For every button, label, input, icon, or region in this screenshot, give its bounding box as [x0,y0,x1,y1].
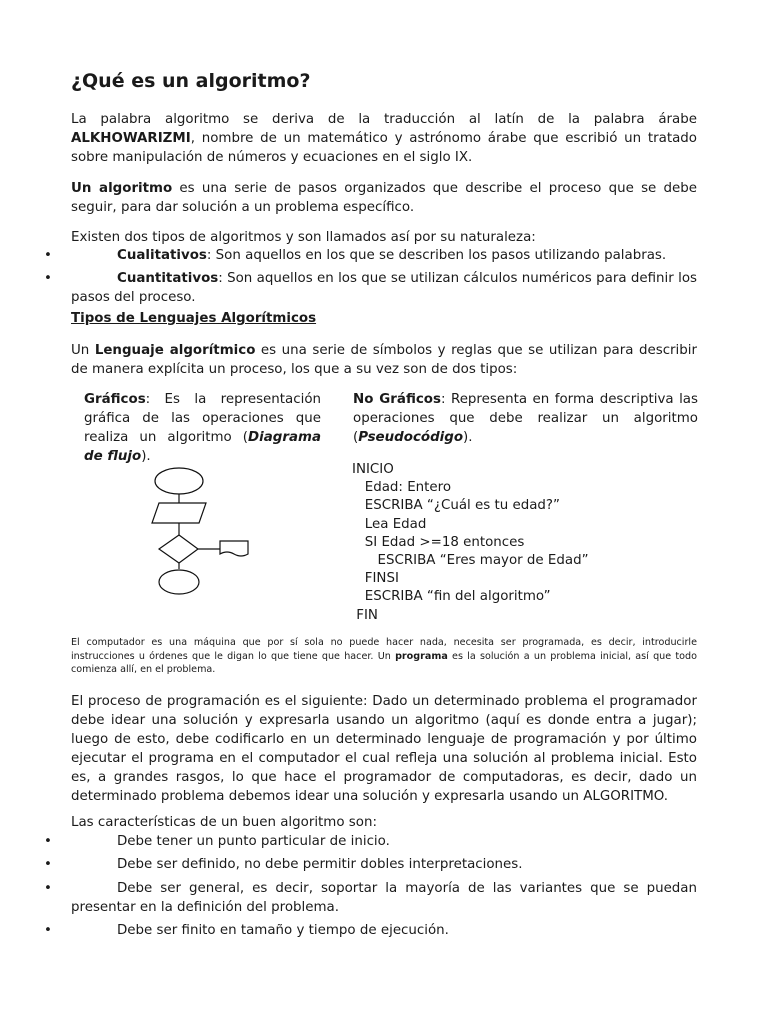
graphic-term: Gráficos [84,392,146,407]
types-intro: Existen dos tipos de algoritmos y son llamados así por su naturaleza: [71,230,536,245]
pseudocode-line: Lea Edad [352,516,427,532]
note-term: programa [395,650,448,662]
pseudocode-line: Edad: Entero [352,480,452,496]
type-term: Cuantitativos [117,271,219,286]
flow-decision-diamond [159,535,198,563]
bullet-icon: • [44,834,52,849]
list-item-text [71,921,697,940]
language-text-2: es una serie de símbolos y reglas que se utilizan para describir de manera explícita un proceso, los que a su vez son de dos tipos: [71,343,698,377]
bullet-icon: • [44,271,52,286]
bullet-icon: • [44,923,52,938]
list-item-text [71,246,697,265]
process-paragraph: El proceso de programación es el siguiente: Dado un determinado problema el programador debe idear una solución y expresarla usando un algoritmo (aquí es donde entra a jugar); luego de esto, debe codificarlo en un determinado lenguaje de programación y por último ejecutar el programa en el computador el cual refleja una solución al problema inicial. Esto es, a grandes rasgos, lo que hace el programador de computadoras, es decir, dado un determinado problema debemos idear una solución y expresarla usando un ALGORITMO. [71,694,697,804]
bullet-icon: • [44,248,52,263]
pseudocode-line: ESCRIBA “fin del algoritmo” [352,589,551,605]
program-note [71,636,697,677]
graphic-emphasis: Diagrama de flujo [84,430,321,464]
definition-paragraph [71,179,697,217]
flow-start-terminal [155,468,203,494]
pseudocode-line: FINSI [352,571,399,587]
flow-end-terminal [159,570,199,594]
intro-paragraph [71,110,697,167]
flowchart-diagram [140,465,260,597]
characteristic-text: Debe ser definido, no debe permitir dobles interpretaciones. [117,857,523,872]
list-item-text [71,269,697,307]
bullet-icon: • [44,857,52,872]
list-item-text [71,879,697,917]
graphic-column [84,390,321,466]
pseudocode-line: ESCRIBA “Eres mayor de Edad” [352,553,589,569]
non-graphic-text-2: ). [463,430,473,445]
note-text-2: es la solución a un problema inicial, así que todo comienza allí, en el problema. [71,650,697,676]
pseudocode-line: FIN [352,607,378,623]
note-text-1: El computador es una máquina que por sí sola no puede hacer nada, necesita ser programada, es decir, introducirle instrucciones u órdenes que le digan lo que tiene que hacer. Un [71,637,697,662]
intro-text-1: La palabra algoritmo se deriva de la traducción al latín de la palabra árabe [71,112,697,127]
non-graphic-column [353,390,698,447]
type-desc: : Son aquellos en los que se describen los pasos utilizando palabras. [206,248,667,263]
language-text-1: Un [71,343,95,358]
pseudocode-line: SI Edad >=18 entonces [352,534,525,550]
section-heading: Tipos de Lenguajes Algorítmicos [71,311,317,326]
type-term: Cualitativos [117,248,207,263]
graphic-text-2: ). [141,449,151,464]
graphic-text-1: : Es la representación gráfica de las operaciones que realiza un algoritmo ( [84,392,321,445]
language-term: Lenguaje algorítmico [94,343,256,358]
characteristics-intro: Las características de un buen algoritmo son: [71,815,377,830]
characteristic-text: Debe ser general, es decir, soportar la mayoría de las variantes que se puedan presentar en la definición del problema. [71,881,697,915]
language-paragraph [71,341,697,379]
non-graphic-emphasis: Pseudocódigo [358,430,464,445]
page-title: ¿Qué es un algoritmo? [71,70,311,92]
intro-text-2: , nombre de un matemático y astrónomo árabe que escribió un tratado sobre manipulación de números y ecuaciones en el siglo IX. [71,131,697,165]
non-graphic-term: No Gráficos [353,392,441,407]
pseudocode-line: INICIO [352,462,394,477]
bullet-icon: • [44,881,52,896]
characteristic-text: Debe tener un punto particular de inicio. [117,834,390,849]
pseudocode-line: ESCRIBA “¿Cuál es tu edad?” [352,498,560,514]
flow-document-shape [220,541,248,556]
intro-word: ALKHOWARIZMI [71,131,191,146]
flow-input-parallelogram [152,503,206,523]
definition-term: Un algoritmo [71,181,173,196]
pseudocode-block [352,461,589,625]
definition-text: es una serie de pasos organizados que describe el proceso que se debe seguir, para dar solución a un problema específico. [71,181,697,215]
list-item-text [71,832,697,851]
non-graphic-text-1: : Representa en forma descriptiva las operaciones que debe realizar un algoritmo ( [353,392,698,445]
type-desc: : Son aquellos en los que se utilizan cálculos numéricos para definir los pasos del proceso. [71,271,697,305]
characteristic-text: Debe ser finito en tamaño y tiempo de ejecución. [117,923,449,938]
list-item-text [71,855,697,874]
